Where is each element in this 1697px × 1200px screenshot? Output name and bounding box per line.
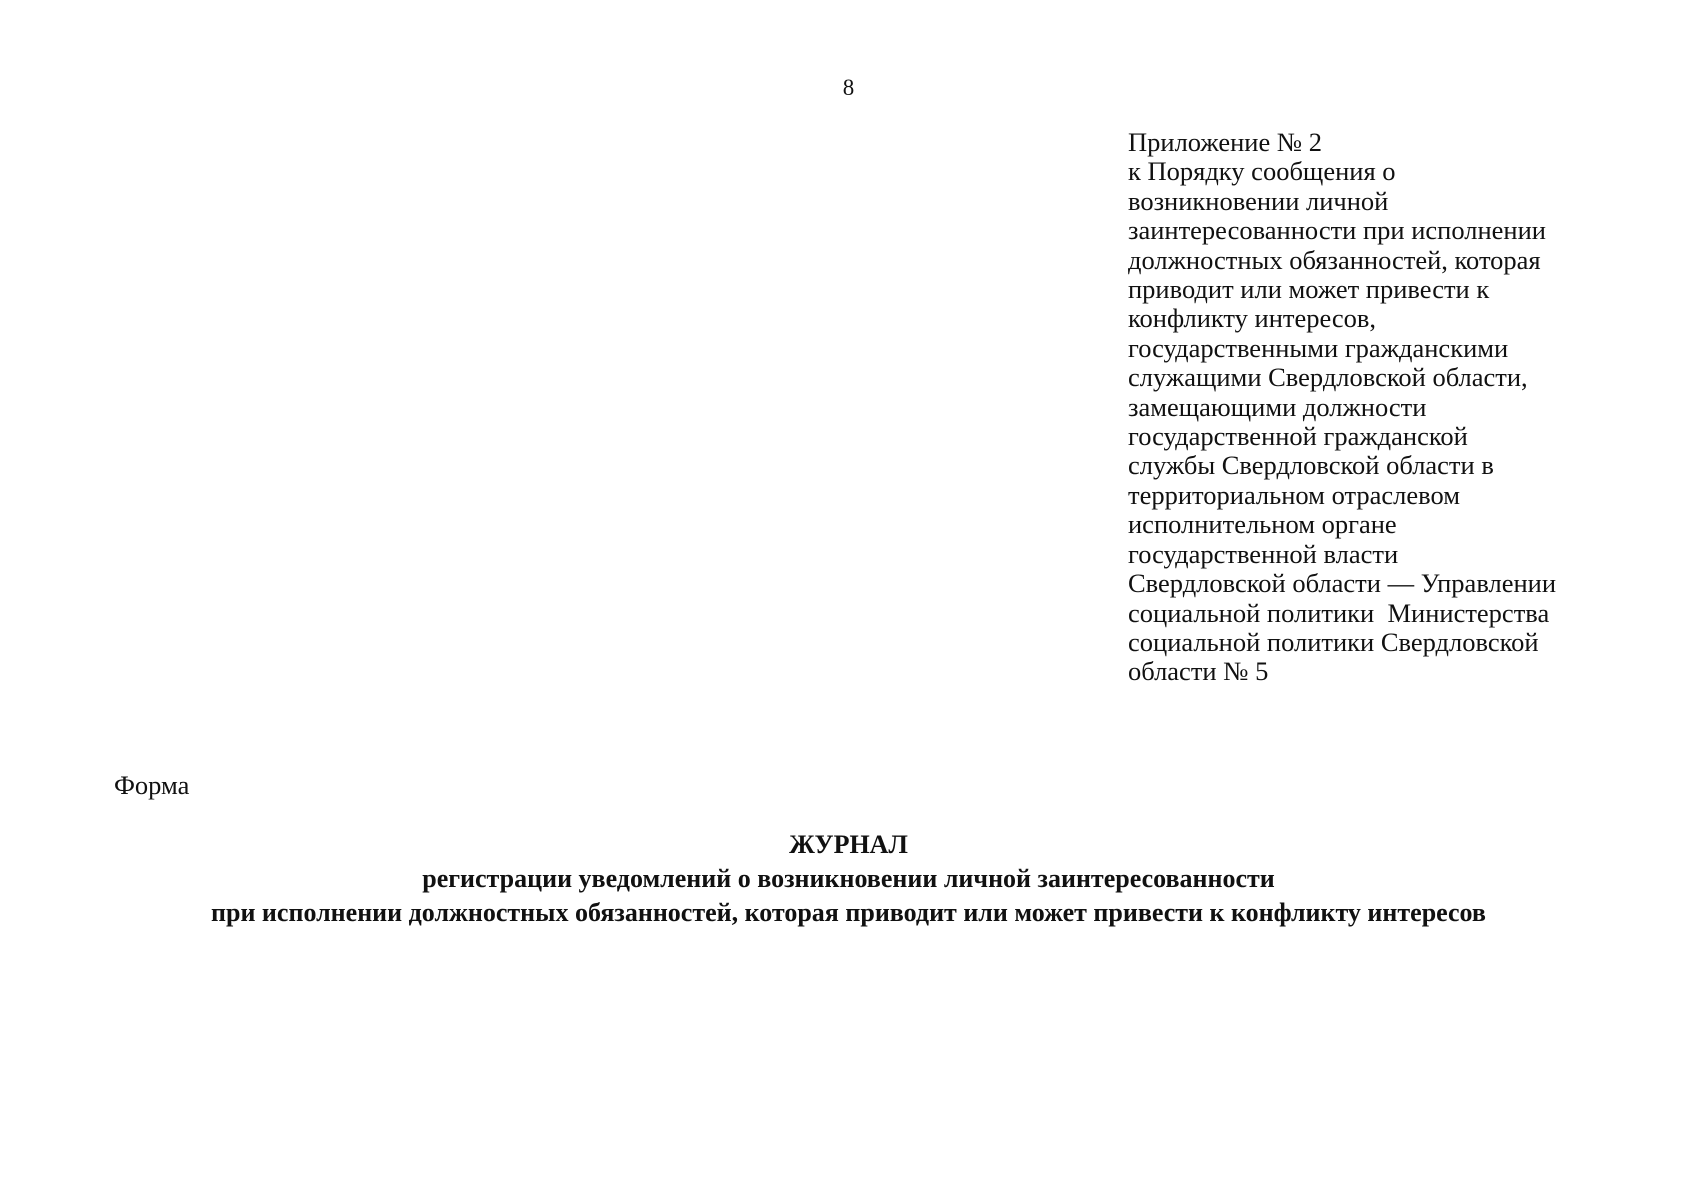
appendix-line: государственной власти: [1128, 538, 1399, 569]
appendix-line: замещающими должности: [1128, 391, 1427, 422]
appendix-line: социальной политики Свердловской: [1128, 626, 1539, 657]
appendix-line: социальной политики Министерства: [1128, 597, 1550, 628]
journal-subtitle-line-2: при исполнении должностных обязанностей, которая приводит или может привести к конфликту интересов: [211, 898, 1486, 927]
appendix-line: Свердловской области — Управлении: [1128, 568, 1557, 599]
appendix-line: конфликту интересов,: [1128, 303, 1377, 334]
appendix-line: к Порядку сообщения о: [1128, 156, 1396, 187]
form-label: Форма: [114, 770, 190, 800]
appendix-line: службы Свердловской области в: [1128, 450, 1494, 481]
journal-subtitle-line-1: регистрации уведомлений о возникновении личной заинтересованности: [422, 864, 1275, 893]
appendix-line: исполнительном органе: [1128, 509, 1397, 540]
appendix-line: Приложение № 2: [1128, 127, 1323, 157]
appendix-line: государственными гражданскими: [1128, 332, 1509, 363]
appendix-line: приводит или может привести к: [1128, 274, 1490, 305]
page-number: 8: [842, 75, 855, 100]
appendix-line: возникновении личной: [1128, 185, 1389, 216]
journal-heading: ЖУРНАЛ: [789, 830, 908, 859]
appendix-block: [1128, 128, 1598, 687]
appendix-line: служащими Свердловской области,: [1128, 362, 1528, 393]
appendix-line: должностных обязанностей, которая: [1128, 244, 1541, 275]
appendix-line: территориальном отраслевом: [1128, 479, 1460, 510]
journal-title-block: [0, 828, 1697, 930]
appendix-line: заинтересованности при исполнении: [1128, 215, 1546, 246]
appendix-line: области № 5: [1128, 656, 1269, 687]
appendix-line: государственной гражданской: [1128, 421, 1468, 452]
